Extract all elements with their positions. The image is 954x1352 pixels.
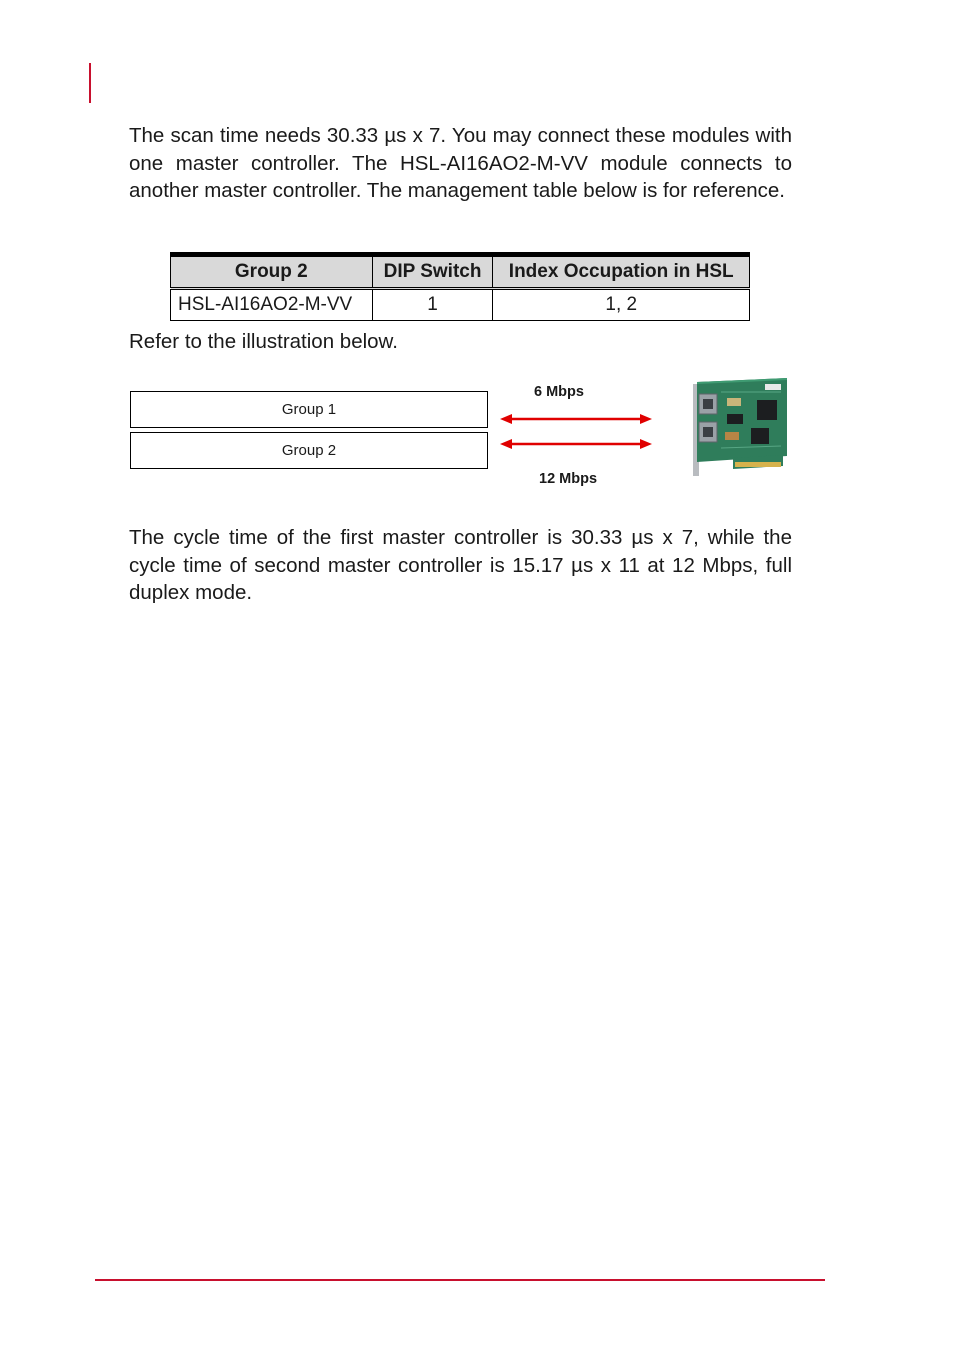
cycle-time-paragraph: The cycle time of the first master controller is 30.33 µs x 7, while the cycle time of second master controller is 15.17 µs x 11 at 12 Mbps, full duplex mode. xyxy=(129,526,792,605)
group-1-box: Group 1 xyxy=(130,391,488,428)
refer-paragraph: Refer to the illustration below. xyxy=(129,330,398,353)
double-arrow-icon xyxy=(500,439,652,449)
group-2-box: Group 2 xyxy=(130,432,488,469)
table-header-row xyxy=(171,255,750,289)
double-arrow-icon xyxy=(500,414,652,424)
header-dip-switch: DIP Switch xyxy=(372,255,493,289)
footer-rule xyxy=(95,1279,825,1281)
rate-label-6mbps: 6 Mbps xyxy=(534,384,584,400)
cell-dip-switch: 1 xyxy=(372,289,493,321)
double-arrows xyxy=(498,405,658,453)
header-index-occupation: Index Occupation in HSL xyxy=(493,255,750,289)
header-group: Group 2 xyxy=(171,255,373,289)
cell-index-occupation: 1, 2 xyxy=(493,289,750,321)
table-row xyxy=(171,289,750,321)
rate-label-12mbps: 12 Mbps xyxy=(539,471,598,487)
margin-accent-bar xyxy=(89,63,91,103)
pci-master-card-icon xyxy=(655,370,793,482)
management-table xyxy=(170,252,750,321)
cell-module-name: HSL-AI16AO2-M-VV xyxy=(171,289,373,321)
intro-paragraph: The scan time needs 30.33 µs x 7. You may connect these modules with one master controller. The HSL-AI16AO2-M-VV module connects to another master controller. The management table below is for reference. xyxy=(129,124,792,203)
